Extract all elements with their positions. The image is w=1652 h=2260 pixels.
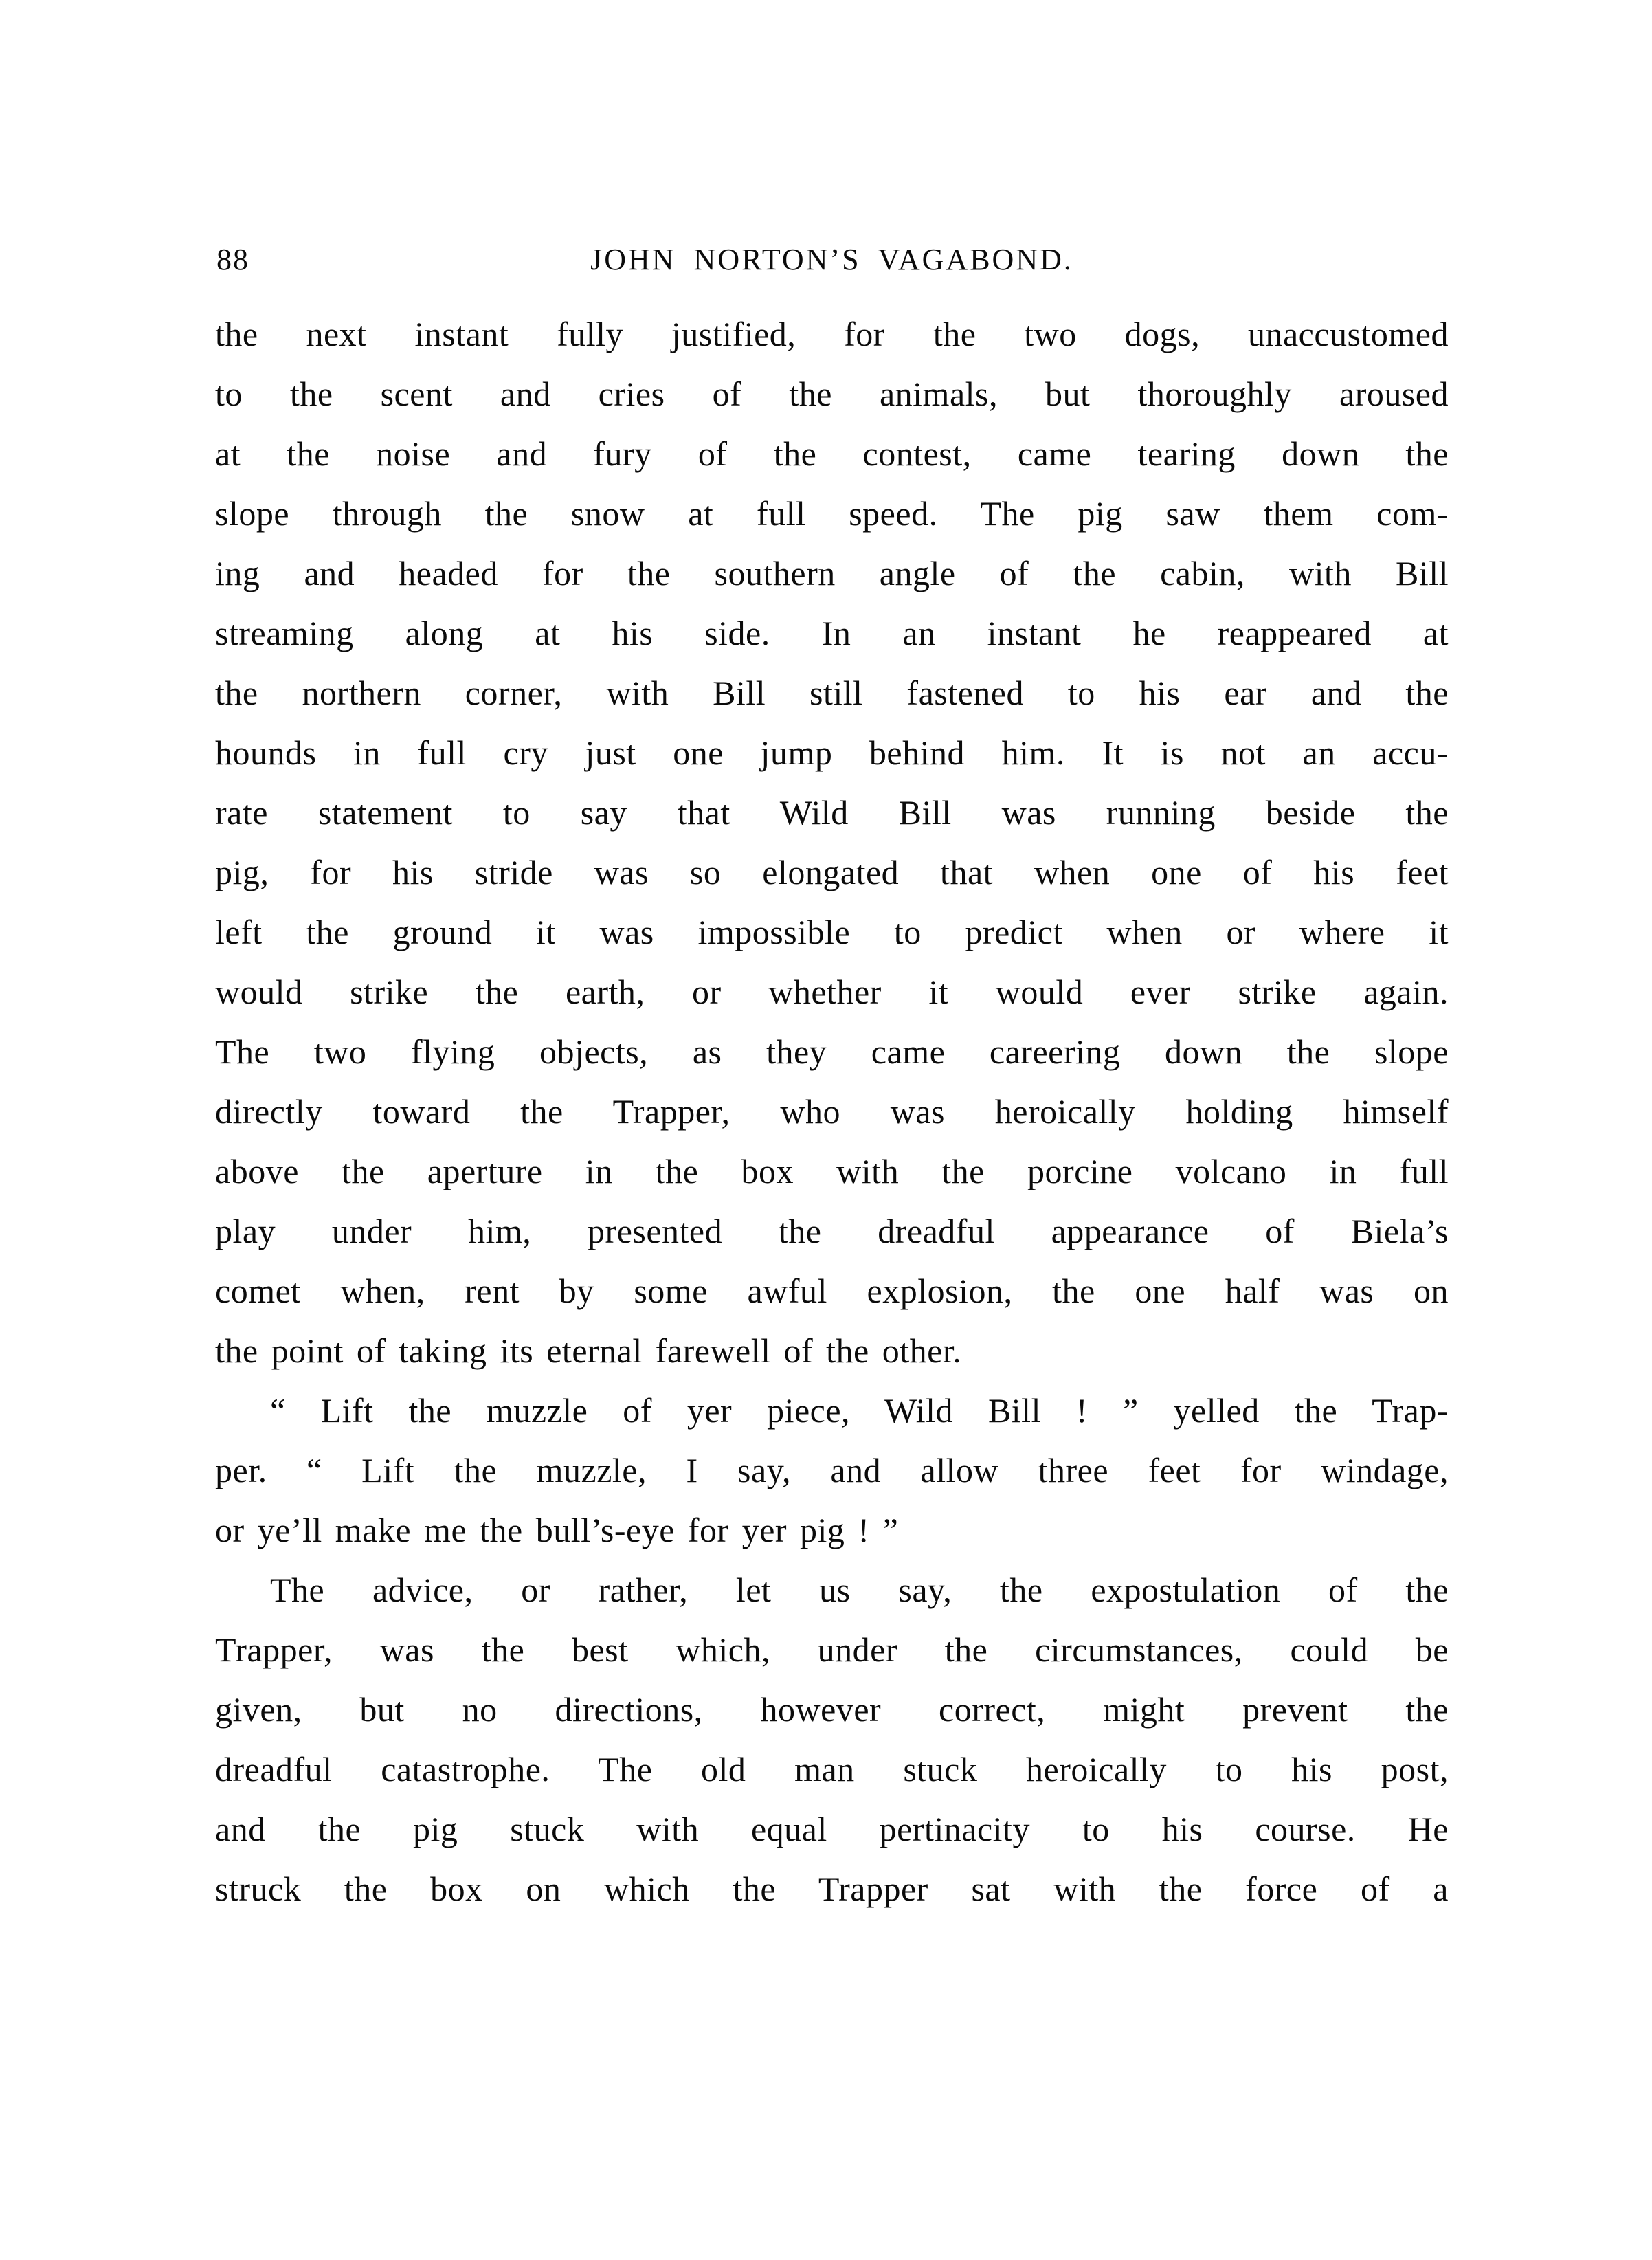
text-line: and the pig stuck with equal pertinacity to his course. He <box>215 1810 1449 1848</box>
page-number: 88 <box>216 243 249 276</box>
text-line: the next instant fully justified, for the two dogs, unaccustomed <box>215 315 1449 353</box>
text-line: the point of taking its eternal farewell of the other. <box>215 1331 962 1370</box>
text-line: struck the box on which the Trapper sat with the force of a <box>215 1870 1449 1908</box>
text-line: given, but no directions, however correct, might prevent the <box>215 1690 1449 1729</box>
text-line: directly toward the Trapper, who was heroically holding himself <box>215 1092 1449 1131</box>
text-line: The advice, or rather, let us say, the expostulation of the <box>270 1571 1449 1609</box>
text-block <box>215 304 1449 1919</box>
text-line: “ Lift the muzzle of yer piece, Wild Bill ! ” yelled the Trap- <box>270 1391 1449 1430</box>
paragraph <box>215 1560 1449 1919</box>
text-line: streaming along at his side. In an instant he reappeared at <box>215 614 1449 652</box>
text-line: to the scent and cries of the animals, but thoroughly aroused <box>215 375 1449 413</box>
text-line: hounds in full cry just one jump behind him. It is not an accu- <box>215 733 1449 772</box>
text-line: pig, for his stride was so elongated that when one of his feet <box>215 853 1449 891</box>
paragraph <box>215 304 1449 1381</box>
text-line: rate statement to say that Wild Bill was running beside the <box>215 793 1449 832</box>
text-line: play under him, presented the dreadful appearance of Biela’s <box>215 1212 1449 1250</box>
text-line: at the noise and fury of the contest, came tearing down the <box>215 434 1449 473</box>
text-line: or ye’ll make me the bull’s-eye for yer pig ! ” <box>215 1511 899 1549</box>
text-line: slope through the snow at full speed. The pig saw them com- <box>215 494 1449 533</box>
text-line: dreadful catastrophe. The old man stuck heroically to his post, <box>215 1750 1449 1788</box>
text-line: Trapper, was the best which, under the circumstances, could be <box>215 1630 1449 1669</box>
running-title: JOHN NORTON’S VAGABOND. <box>590 243 1073 276</box>
text-line: comet when, rent by some awful explosion, the one half was on <box>215 1272 1449 1310</box>
text-line: would strike the earth, or whether it would ever strike again. <box>215 973 1449 1011</box>
text-line: left the ground it was impossible to predict when or where it <box>215 913 1449 951</box>
page-header <box>215 243 1449 279</box>
text-line: The two flying objects, as they came careering down the slope <box>215 1032 1449 1071</box>
text-line: above the aperture in the box with the porcine volcano in full <box>215 1152 1449 1190</box>
text-line: the northern corner, with Bill still fastened to his ear and the <box>215 674 1449 712</box>
text-line: per. “ Lift the muzzle, I say, and allow three feet for windage, <box>215 1451 1449 1489</box>
paragraph <box>215 1381 1449 1560</box>
text-line: ing and headed for the southern angle of the cabin, with Bill <box>215 554 1449 592</box>
